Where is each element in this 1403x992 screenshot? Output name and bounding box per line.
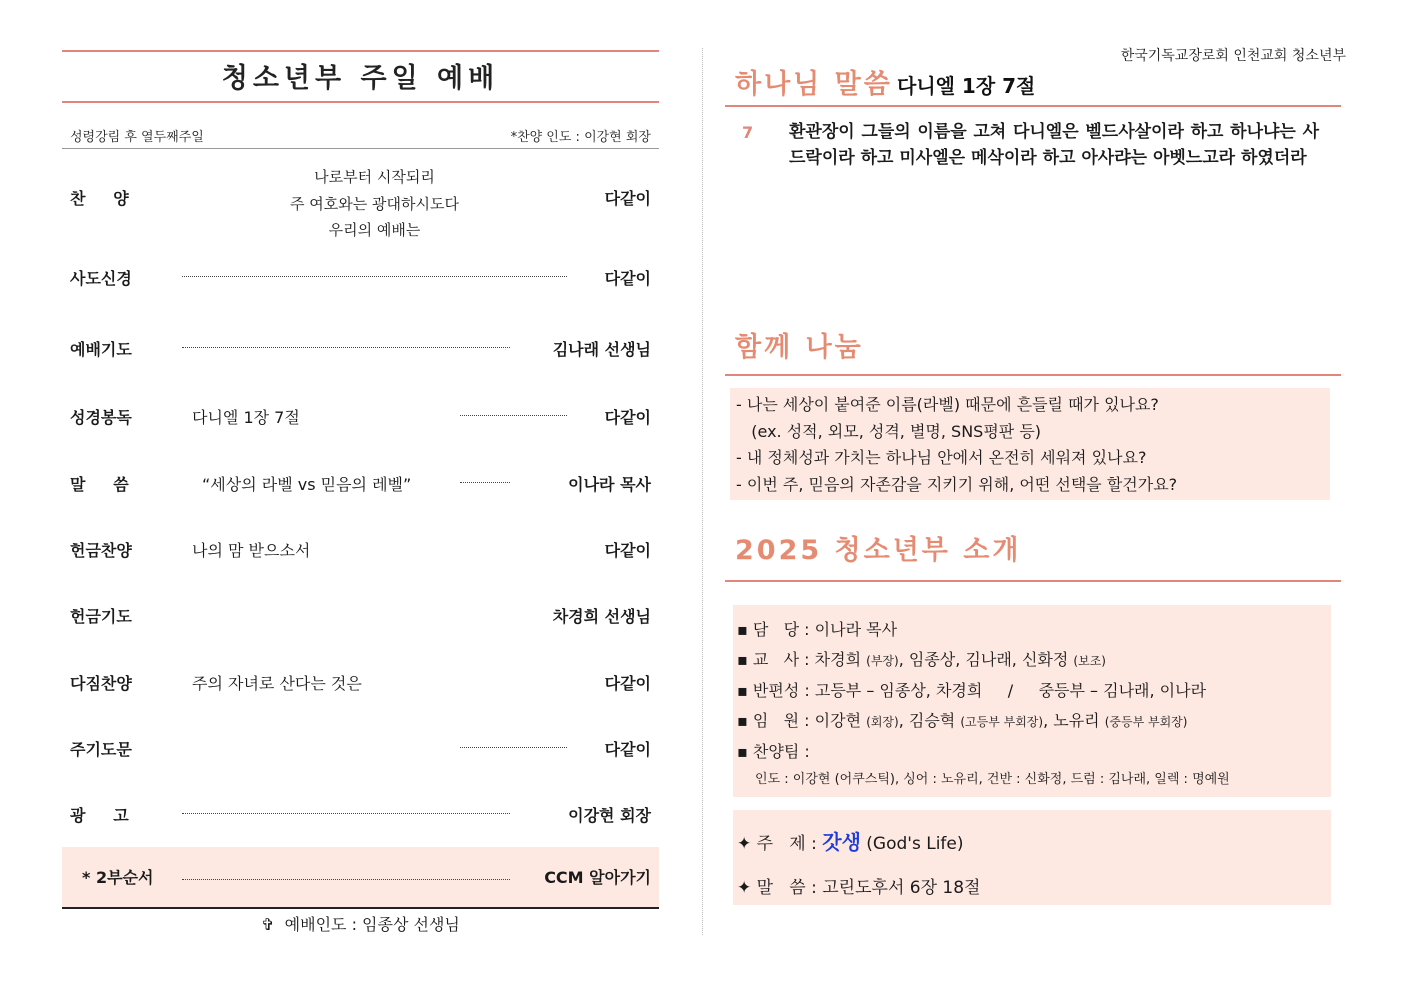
intro-section-title: 2025 청소년부 소개 [735, 535, 1022, 566]
church-name: 한국기독교장로회 인천교회 청소년부 [1120, 48, 1346, 64]
title-top-rule [62, 50, 659, 52]
year-verse-value: 고린도후서 6장 18절 [822, 878, 981, 898]
order-label: 다짐찬양 [70, 674, 132, 693]
order-leader: 차경희 선생님 [552, 607, 651, 626]
order-leader: 다같이 [604, 740, 651, 759]
staff-label: ▪ 교 사 : [737, 649, 815, 669]
staff-value: , 임종상, 김나래, 신화정 [898, 649, 1074, 669]
order-row-lords-prayer [62, 733, 659, 763]
order-label: 광 고 [70, 806, 129, 825]
order-row-prayer [62, 333, 659, 363]
page-divider [702, 48, 703, 935]
theme-english: (God's Life) [860, 834, 964, 854]
staff-role: (회장) [866, 714, 899, 729]
staff-praise-team: ▪ 찬양팀 : [737, 742, 810, 761]
order-row-creed [62, 262, 659, 292]
order-leader: 김나래 선생님 [552, 340, 651, 359]
second-service-label: * 2부순서 [82, 868, 154, 887]
year-verse [737, 866, 980, 910]
title-bottom-rule [62, 101, 659, 103]
order-leader: 다같이 [604, 189, 651, 208]
order-label: 말 씀 [70, 475, 129, 494]
order-leader: 다같이 [604, 408, 651, 427]
discussion-question: - 내 정체성과 가치는 하나님 안에서 온전히 세워져 있나요? [736, 448, 1147, 467]
intro-section-rule [725, 580, 1341, 582]
staff-label: ▪ 반편성 : [737, 681, 815, 700]
sermon-title: “세상의 라벨 vs 믿음의 레벨” [202, 475, 412, 494]
order-row-sermon [62, 468, 659, 498]
order-detail: 다니엘 1장 7절 [192, 408, 300, 427]
staff-label: ▪ 임 원 : [737, 710, 815, 730]
share-section-title: 함께 나눔 [735, 332, 864, 363]
order-row-praise [62, 182, 659, 212]
hymn-item: 주 여호와는 광대하시도다 [290, 194, 459, 213]
discussion-box [730, 388, 1330, 500]
second-service-title: CCM 알아가기 [544, 868, 651, 887]
word-section-rule [725, 105, 1341, 107]
hymn-item: 나로부터 시작되리 [314, 168, 435, 186]
share-section-rule [725, 374, 1341, 376]
subheader-rule [62, 148, 659, 149]
year-theme [737, 820, 980, 866]
order-label: 찬 양 [70, 189, 129, 208]
staff-role: (고등부 부회장) [960, 714, 1044, 729]
staff-pastor [737, 615, 1230, 645]
liturgical-week: 성령강림 후 열두째주일 [70, 130, 204, 145]
order-detail: 나의 맘 받으소서 [192, 541, 311, 560]
staff-value: 이나라 목사 [814, 620, 898, 639]
leader-dots [460, 747, 567, 748]
order-row-announcements [62, 799, 659, 829]
worship-order-page [62, 50, 659, 950]
verse-number: 7 [742, 123, 754, 142]
staff-value: 고등부 – 임종상, 차경희 / 중등부 – 김나래, 이나라 [814, 681, 1207, 700]
discussion-example: (ex. 성적, 외모, 성격, 별명, SNS평판 등) [736, 421, 1042, 441]
order-leader: 다같이 [604, 674, 651, 693]
staff-value: , 김승혁 [898, 710, 961, 730]
staff-officers [737, 706, 1230, 738]
discussion-question: - 이번 주, 믿음의 자존감을 지키기 위해, 어떤 선택을 할건가요? [736, 474, 1178, 494]
order-leader: 이나라 목사 [568, 475, 651, 494]
leader-dots [182, 879, 510, 880]
word-section-title: 하나님 말씀 [735, 69, 893, 100]
order-row-commitment-song [62, 667, 659, 697]
order-row-offering-prayer [62, 600, 659, 630]
staff-role: (부장) [866, 653, 899, 668]
staff-classes [737, 676, 1230, 706]
verse-reference: 다니엘 1장 7절 [897, 74, 1036, 98]
theme-list [737, 820, 980, 910]
order-leader: 다같이 [604, 269, 651, 288]
order-label: 헌금기도 [70, 607, 132, 626]
theme-box [733, 810, 1331, 905]
leader-dots [182, 276, 567, 277]
order-row-offering-song [62, 534, 659, 564]
order-label: 헌금찬양 [70, 541, 132, 560]
leader-dots [460, 482, 510, 483]
verse-text: 환관장이 그들의 이름을 고쳐 다니엘은 벨드사살이라 하고 하나냐는 사드락이라 하고 미사엘은 메삭이라 하고 아사랴는 아벳느고라 하였더라 [789, 122, 1319, 168]
staff-role: (보조) [1073, 653, 1106, 668]
page-title: 청소년부 주일 예배 [221, 63, 500, 94]
praise-leader-note: *찬양 인도 : 이강현 회장 [510, 130, 651, 145]
order-detail: 주의 자녀로 산다는 것은 [192, 674, 362, 693]
order-label: 주기도문 [70, 740, 132, 759]
staff-list [737, 615, 1230, 793]
order-label: 성경봉독 [70, 408, 132, 427]
order-label: 사도신경 [70, 269, 132, 288]
hymn-item: 우리의 예배는 [328, 221, 421, 239]
discussion-list [736, 392, 1177, 498]
order-row-reading [62, 401, 659, 431]
second-service-row [62, 847, 659, 907]
service-leader: ✞ 예배인도 : 임종상 선생님 [261, 915, 460, 934]
year-verse-label: ✦ 말 씀 : [737, 878, 823, 898]
staff-teachers [737, 645, 1230, 677]
bottom-rule [62, 907, 659, 909]
theme-word: 갓생 [822, 830, 861, 854]
leader-dots [182, 813, 510, 814]
praise-team-members: 인도 : 이강현 (어쿠스틱), 싱어 : 노유리, 건반 : 신화정, 드럼 : 김나래, 일렉 : 명예원 [755, 771, 1230, 787]
theme-label: ✦ 주 제 : [737, 834, 823, 854]
order-leader: 다같이 [604, 541, 651, 560]
intro-box [733, 605, 1331, 797]
staff-value: , 노유리 [1043, 710, 1105, 730]
leader-dots [182, 347, 510, 348]
order-leader: 이강현 회장 [568, 806, 651, 825]
staff-label: ▪ 담 당 : [737, 620, 815, 639]
leader-dots [460, 415, 567, 416]
order-label: 예배기도 [70, 340, 132, 359]
staff-value: 차경희 [814, 649, 867, 669]
staff-role: (중등부 부회장) [1104, 714, 1188, 729]
discussion-question: - 나는 세상이 붙여준 이름(라벨) 때문에 흔들릴 때가 있나요? [736, 395, 1159, 414]
staff-value: 이강현 [814, 710, 867, 730]
